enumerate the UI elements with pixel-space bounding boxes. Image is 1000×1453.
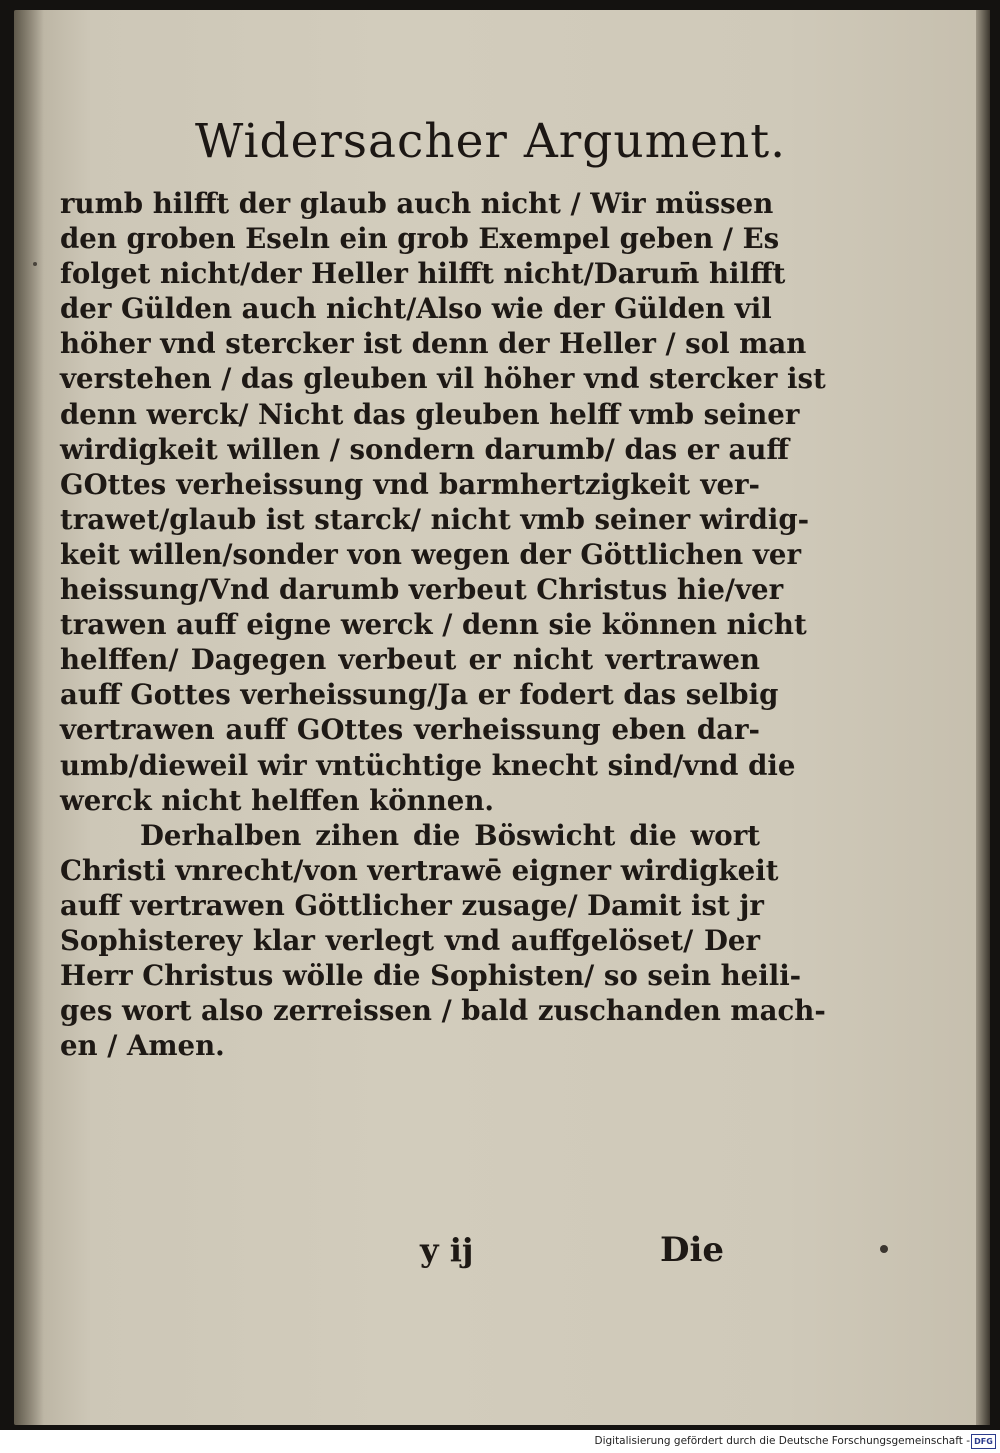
text-line: Christi vnrecht/von vertrawē eigner wirdigkeit [60,853,779,887]
text-line: auff vertrawen Göttlicher zusage/ Damit ist jr [60,888,764,922]
text-line: trawet/glaub ist starck/ nicht vmb seiner wirdig- [60,502,810,536]
text-line: Derhalben zihen die Böswicht die wort [140,818,760,852]
page-edge [976,10,990,1425]
text-line: GOttes verheissung vnd barmhertzigkeit ver- [60,467,760,501]
running-head: Widersacher Argument. [195,114,787,169]
text-line: ges wort also zerreissen / bald zuschanden mach- [60,994,826,1028]
text-line: helffen/ Dagegen verbeut er nicht vertrawen [60,643,760,677]
text-line: auff Gottes verheissung/Ja er fodert das selbig [60,678,779,712]
text-line: wirdigkeit willen / sondern darumb/ das er auff [60,432,790,466]
ink-dot [880,1245,888,1253]
dfg-logo-icon: DFG [971,1434,996,1449]
footer-credit: Digitalisierung gefördert durch die Deutsche Forschungsgemeinschaft - [594,1435,970,1447]
digitization-footer [0,1430,1000,1453]
text-line: denn werck/ Nicht das gleuben helff vmb seiner [60,397,800,431]
text-line: verstehen / das gleuben vil höher vnd stercker ist [60,362,826,396]
signature-mark: y ij [420,1231,474,1269]
body-text [60,186,826,1063]
text-line: umb/dieweil wir vntüchtige knecht sind/vnd die [60,748,796,782]
text-line: den groben Eseln ein grob Exempel geben / Es [60,222,780,256]
text-line: vertrawen auff GOttes verheissung eben dar- [60,713,760,747]
text-line: der Gülden auch nicht/Also wie der Gülden vil [60,292,772,326]
gutter-shadow [14,10,44,1425]
text-line: Sophisterey klar verlegt vnd auffgelöset/ Der [60,923,760,957]
text-line: Herr Christus wölle die Sophisten/ so sein heili- [60,959,802,993]
text-line: en / Amen. [60,1029,225,1063]
catchword: Die [660,1230,725,1270]
paper-speck [33,262,37,266]
text-line: rumb hilfft der glaub auch nicht / Wir müssen [60,187,774,220]
text-line: trawen auff eigne werck / denn sie können nicht [60,608,807,642]
text-line: werck nicht helffen können. [60,783,494,817]
text-line: folget nicht/der Heller hilfft nicht/Darum̄ hilfft [60,257,786,291]
text-line: höher vnd stercker ist denn der Heller / sol man [60,327,807,361]
text-line: keit willen/sonder von wegen der Göttlichen ver [60,537,801,571]
text-line: heissung/Vnd darumb verbeut Christus hie/ver [60,573,784,607]
